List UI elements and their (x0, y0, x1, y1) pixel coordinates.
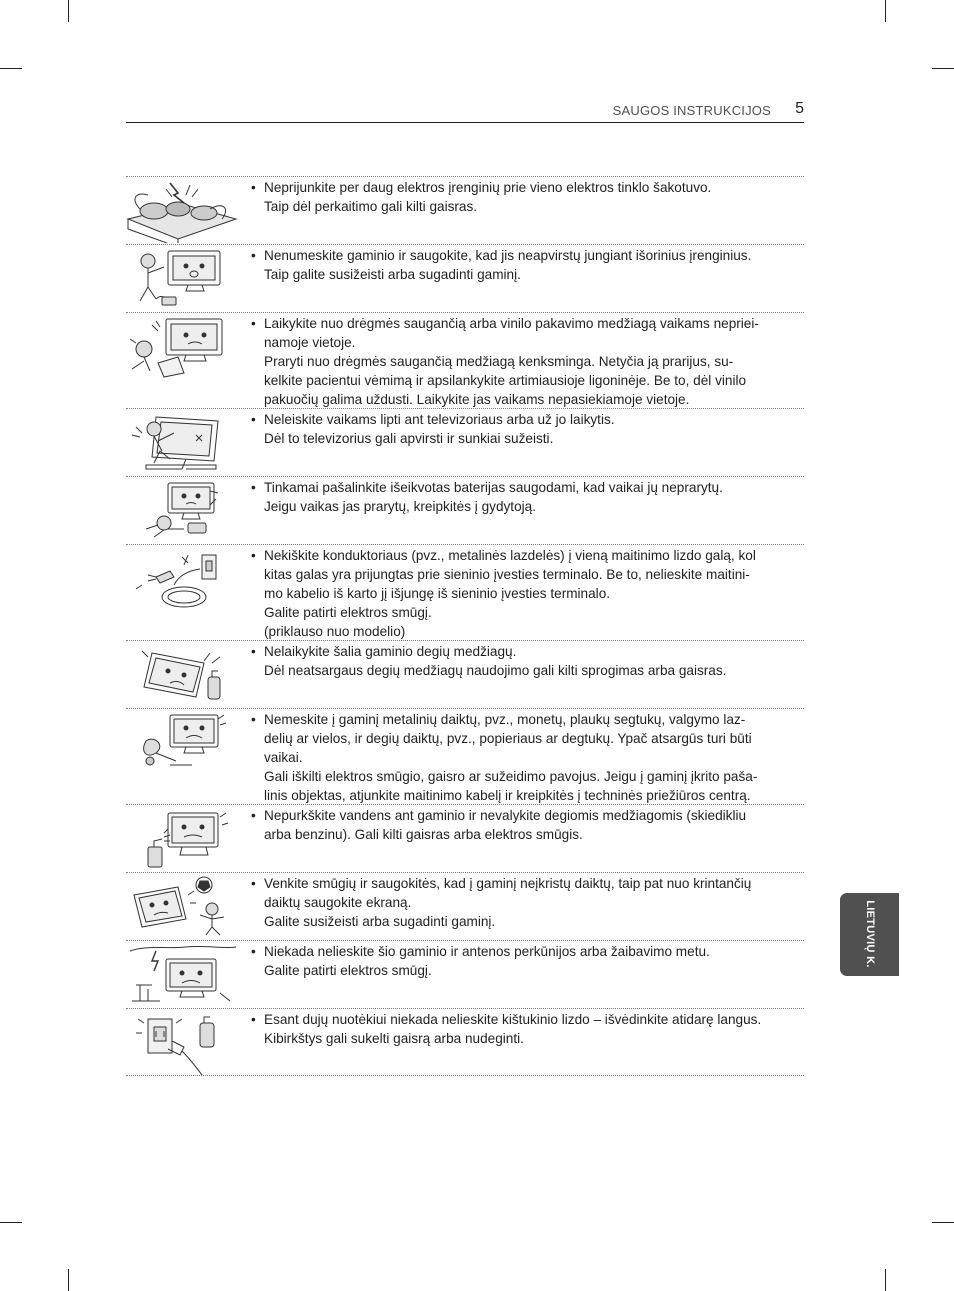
instruction-line: Taip dėl perkaitimo gali kilti gaisras. (264, 199, 478, 214)
instruction-line: • Neleiskite vaikams lipti ant televizoriaus arba už jo laikytis. (250, 410, 790, 429)
list-item (126, 408, 804, 476)
instruction-line: arba benzinu). Gali kilti gaisras arba elektros smūgis. (264, 827, 583, 842)
power-strip-overload-icon (126, 179, 240, 243)
child-plastic-bag-icon (126, 315, 240, 379)
instruction-line: • Niekada nelieskite šio gaminio ir antenos perkūnijos arba žaibavimo metu. (250, 942, 790, 961)
instruction-line: Kibirkštys gali sukelti gaisrą arba nudeginti. (264, 1031, 524, 1046)
list-item (126, 804, 804, 872)
water-spray-icon (126, 807, 240, 871)
instruction-line: Galite patirti elektros smūgį. (264, 963, 432, 978)
list-item (126, 940, 804, 1008)
instruction-line: Dėl to televizorius gali apvirsti ir sunkiai sužeisti. (264, 431, 554, 446)
metal-objects-icon (126, 711, 240, 775)
safety-instructions-list (126, 176, 804, 1076)
instruction-line: • Nepurkškite vandens ant gaminio ir nevalykite degiomis medžiagomis (skiedikliu (250, 806, 790, 825)
instruction-line: namoje vietoje. (264, 335, 356, 350)
crop-mark (932, 1222, 954, 1223)
crop-mark (0, 68, 22, 69)
instruction-line: • Tinkamai pašalinkite išeikvotas baterijas saugodami, kad vaikai jų neprarytų. (250, 478, 790, 497)
instruction-line: (priklauso nuo modelio) (264, 624, 406, 639)
crop-mark (932, 68, 954, 69)
instruction-text (250, 1010, 790, 1048)
instruction-line: Galite susižeisti arba sugadinti gaminį. (264, 914, 496, 929)
list-item (126, 544, 804, 640)
crop-mark (885, 0, 886, 22)
instruction-text (250, 178, 790, 216)
list-item (126, 476, 804, 544)
page-number: 5 (795, 100, 804, 117)
instruction-text (250, 314, 790, 409)
instruction-line: delių ar vielos, ir degių daiktų, pvz., popieriaus ar degtukų. Ypač atsargūs turi būti (264, 731, 752, 746)
power-cord-outlet-icon (126, 547, 240, 611)
instruction-text (250, 546, 790, 641)
instruction-line: linis objektas, atjunkite maitinimo kabelį ir kreipkitės į techninės priežiūros centrą. (264, 788, 751, 803)
instruction-text (250, 806, 790, 844)
list-item (126, 1008, 804, 1076)
crop-mark (68, 1269, 69, 1291)
lightning-storm-icon (126, 943, 240, 1007)
list-item (126, 640, 804, 708)
list-item (126, 176, 804, 244)
instruction-line: • Laikykite nuo drėgmės saugančią arba vinilo pakavimo medžiagą vaikams nepriei- (250, 314, 790, 333)
crop-mark (885, 1269, 886, 1291)
crop-mark (68, 0, 69, 22)
instruction-line: mo kabelio iš karto jį išjungę iš sieninio įvesties terminalo. (264, 586, 611, 601)
instruction-line: • Esant dujų nuotėkiui niekada nelieskite kištukinio lizdo – išvėdinkite atidarę langus. (250, 1010, 790, 1029)
instruction-line: Praryti nuo drėgmės saugančią medžiagą kenksminga. Netyčia ją prarijus, su- (264, 354, 734, 369)
gas-leak-plug-icon (126, 1011, 240, 1075)
instruction-line: • Nekiškite konduktoriaus (pvz., metalinės lazdelės) į vieną maitinimo lizdo galą, kol (250, 546, 790, 565)
language-tab-label: LIETUVIŲ K. (864, 900, 876, 968)
instruction-text (250, 710, 790, 805)
instruction-line: Jeigu vaikas jas prarytų, kreipkitės į gydytoją. (264, 499, 536, 514)
instruction-line: daiktų saugokite ekraną. (264, 895, 412, 910)
instruction-text (250, 246, 790, 284)
child-climbing-tv-icon (126, 411, 240, 475)
list-item (126, 312, 804, 408)
instruction-text (250, 642, 790, 680)
crop-mark (0, 1222, 22, 1223)
instruction-text (250, 478, 790, 516)
instruction-line: vaikai. (264, 750, 303, 765)
list-item (126, 244, 804, 312)
tv-drop-icon (126, 247, 240, 311)
instruction-line: pakuočių galima uždusti. Laikykite jas vaikams nepasiekiamoje vietoje. (264, 392, 690, 407)
instruction-line: Galite patirti elektros smūgį. (264, 605, 432, 620)
ball-impact-icon (126, 875, 240, 939)
instruction-text (250, 942, 790, 980)
instruction-line: • Nelaikykite šalia gaminio degių medžiagų. (250, 642, 790, 661)
language-tab (840, 893, 899, 976)
instruction-line: • Nemeskite į gaminį metalinių daiktų, pvz., monetų, plaukų segtukų, valgymo laz- (250, 710, 790, 729)
header-title: SAUGOS INSTRUKCIJOS (612, 103, 771, 118)
instruction-line: kelkite pacientui vėmimą ir apsilankykite artimiausioje ligoninėje. Be to, dėl vinilo (264, 373, 747, 388)
instruction-line: • Venkite smūgių ir saugokitės, kad į gaminį neįkristų daiktų, taip pat nuo krintančių (250, 874, 790, 893)
instruction-line: Taip galite susižeisti arba sugadinti gaminį. (264, 267, 521, 282)
instruction-text (250, 874, 790, 931)
instruction-line: • Neprijunkite per daug elektros įrenginių prie vieno elektros tinklo šakotuvo. (250, 178, 790, 197)
list-item (126, 872, 804, 940)
instruction-line: Gali iškilti elektros smūgio, gaisro ar sužeidimo pavojus. Jeigu į gaminį įkrito paša- (264, 769, 758, 784)
instruction-line: kitas galas yra prijungtas prie sieninio įvesties terminalo. Be to, nelieskite maitini- (264, 567, 750, 582)
instruction-text (250, 410, 790, 448)
flammable-spray-icon (126, 643, 240, 707)
instruction-line: • Nenumeskite gaminio ir saugokite, kad jis neapvirstų jungiant išorinius įrenginius. (250, 246, 790, 265)
instruction-line: Dėl neatsargaus degių medžiagų naudojimo gali kilti sprogimas arba gaisras. (264, 663, 727, 678)
page-header (126, 98, 804, 123)
battery-child-icon (126, 479, 240, 543)
list-item (126, 708, 804, 804)
